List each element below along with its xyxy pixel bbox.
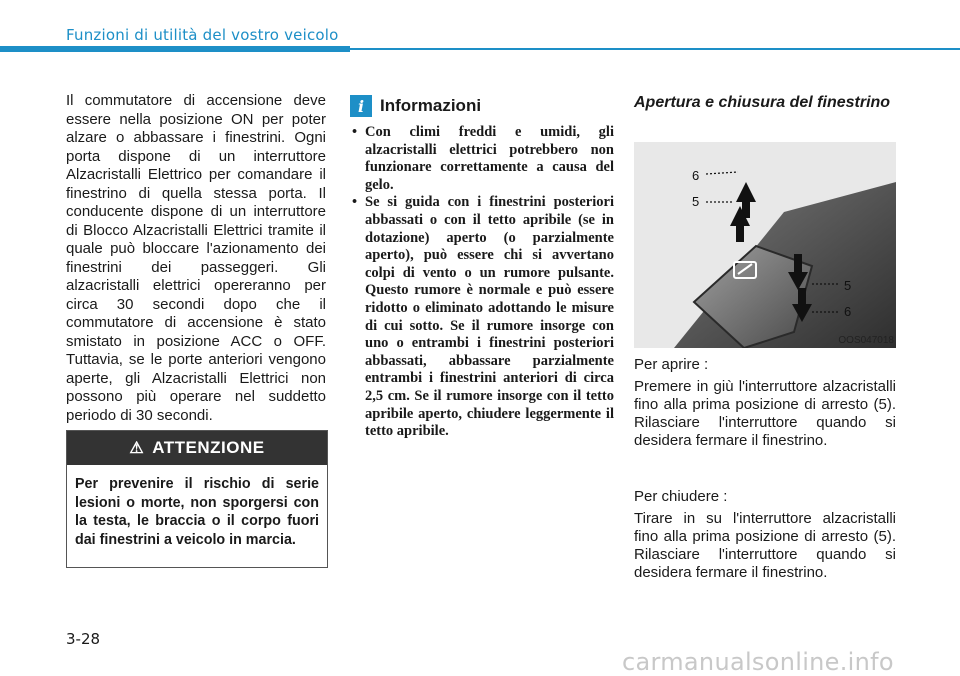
close-text: Tirare in su l'interruttore alzacristalli fino alla prima posizione di arresto (5). Rilasciare l'interruttore quando si desidera fermare il finestrino. (634, 510, 896, 581)
warning-body: Per prevenire il rischio di serie lesioni o morte, non sporgersi con la testa, le braccia o il corpo fuori dai finestrini a veicolo in marcia. (75, 476, 319, 548)
info-item: • Se si guida con i finestrini posteriori abbassati o con il tetto apribile (se in dotazione) aperto (o parzialmente aperto), può essere chi si avvertano colpi di vento o un rumore pulsante. Questo rumore è normale e può essere ridotto o eliminato adottando le misure di cui sotto. Se il rumore insorge con uno o entrambi i finestrini posteriori abbassati, abbassare parzialmente entrambi i finestrini anteriori di circa 2,5 cm. Se il rumore insorge con il tetto apribile aperto, chiudere leggermente il tetto apribile. (350, 194, 614, 440)
warning-title: ATTENZIONE (152, 438, 265, 457)
info-title: Informazioni (380, 96, 482, 115)
label-6-bottom: 6 (844, 304, 852, 319)
window-switch-illustration (634, 142, 896, 348)
header-title: Funzioni di utilità del vostro veicolo (66, 26, 339, 44)
open-label: Per aprire : (634, 356, 709, 373)
open-text: Premere in giù l'interruttore alzacristalli fino alla prima posizione di arresto (5). Rilasciare l'interruttore quando si desidera fermare il finestrino. (634, 378, 896, 449)
header-bar (0, 46, 350, 52)
header-line (350, 48, 960, 50)
figure-code: OOS047018 (838, 335, 894, 346)
label-5-top: 5 (692, 194, 700, 209)
close-label: Per chiudere : (634, 488, 728, 505)
info-list (350, 124, 614, 441)
window-switch-figure (634, 142, 896, 348)
label-5-bottom: 5 (844, 278, 852, 293)
watermark: carmanualsonline.info (622, 648, 894, 676)
window-section (634, 94, 896, 581)
warning-triangle-icon: ⚠ (129, 440, 145, 457)
info-header (350, 94, 614, 118)
warning-header (67, 431, 327, 465)
intro-paragraph: Il commutatore di accensione deve essere nella posizione ON per poter alzare o abbassare i finestrini. Ogni porta dispone di un interruttore Alzacristalli Elettrico per comandare il finestrino di quella stessa porta. Il conducente dispone di un interruttore di Blocco Alzacristalli Elettrici tramite il quale può bloccare l'azionamento dei finestrini dei passeggeri. Gli alzacristalli elettrici opereranno per circa 30 secondi dopo che il commutatore di accensione è stato smistato in posizione ACC o OFF. Tuttavia, se le porte anteriori vengono aperte, gli Alzacristalli Elettrici non possono più operare nel suddetto periodo di 30 secondi. (66, 92, 326, 424)
warning-box (66, 430, 328, 568)
section-title: Apertura e chiusura del finestrino (634, 94, 891, 111)
info-item: • Con climi freddi e umidi, gli alzacristalli elettrici potrebbero non funzionare correttamente a causa del gelo. (350, 124, 614, 194)
page-number: 3-28 (66, 630, 101, 648)
info-section (350, 94, 614, 441)
label-6-top: 6 (692, 168, 700, 183)
info-icon: i (350, 95, 372, 117)
